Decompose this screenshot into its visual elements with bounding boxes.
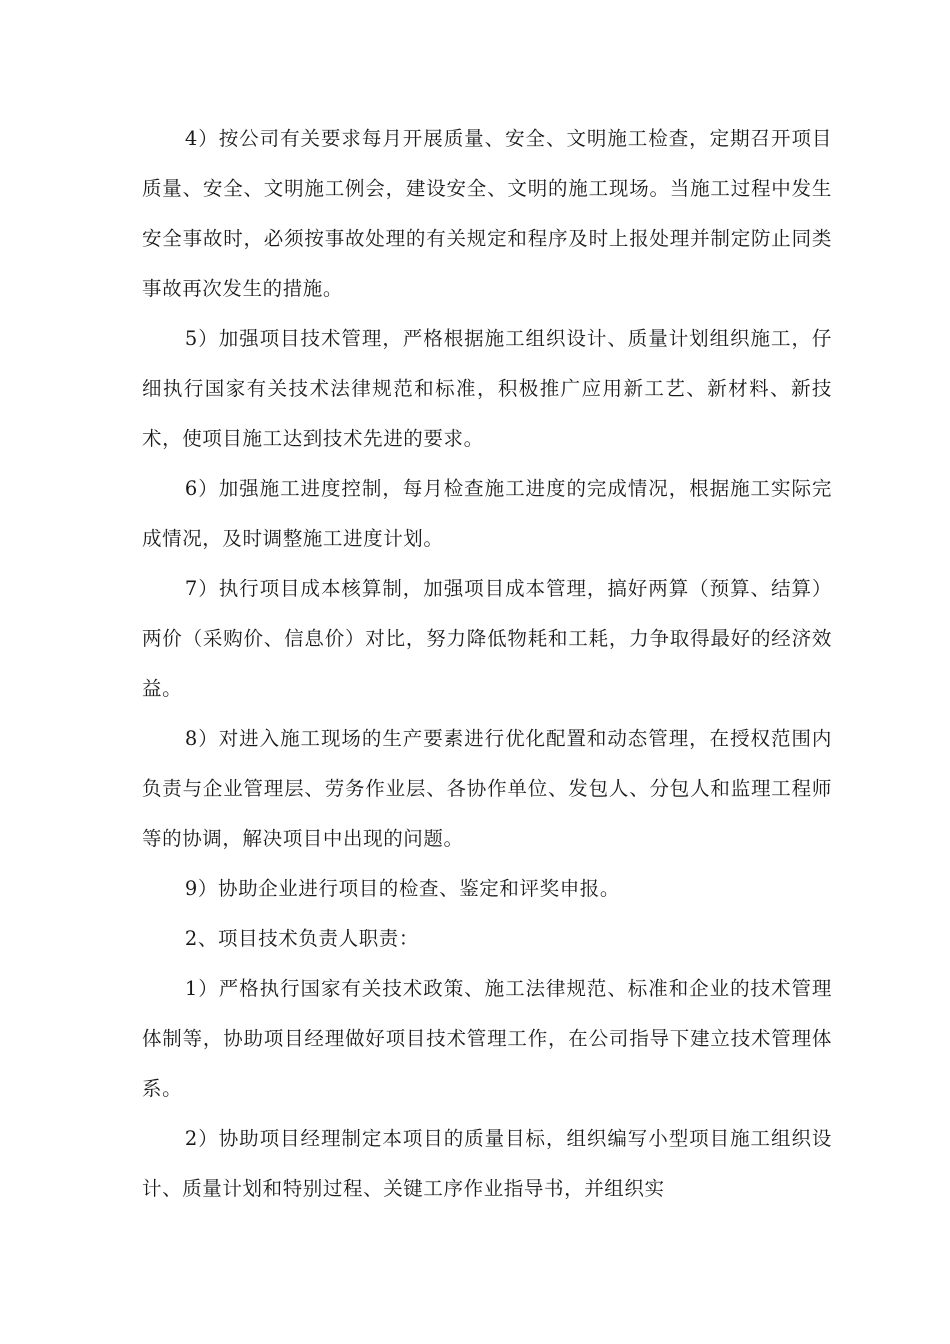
document-body [142,114,832,1214]
paragraph-item-4: 4）按公司有关要求每月开展质量、安全、文明施工检查，定期召开项目质量、安全、文明施工例会，建设安全、文明的施工现场。当施工过程中发生安全事故时，必须按事故处理的有关规定和程序及时上报处理并制定防止同类事故再次发生的措施。 [142,127,832,300]
paragraph-item-5: 5）加强项目技术管理，严格根据施工组织设计、质量计划组织施工，仔细执行国家有关技术法律规范和标准，积极推广应用新工艺、新材料、新技术，使项目施工达到技术先进的要求。 [142,327,832,450]
paragraph-item-9: 9）协助企业进行项目的检查、鉴定和评奖申报。 [184,877,620,900]
paragraph-item-tech-1: 1）严格执行国家有关技术政策、施工法律规范、标准和企业的技术管理体制等，协助项目经理做好项目技术管理工作，在公司指导下建立技术管理体系。 [142,977,832,1100]
paragraph-item-8: 8）对进入施工现场的生产要素进行优化配置和动态管理，在授权范围内负责与企业管理层、劳务作业层、各协作单位、发包人、分包人和监理工程师等的协调，解决项目中出现的问题。 [142,727,832,850]
paragraph-item-tech-2: 2）协助项目经理制定本项目的质量目标，组织编写小型项目施工组织设计、质量计划和特别过程、关键工序作业指导书，并组织实 [142,1127,832,1200]
paragraph-item-7: 7）执行项目成本核算制，加强项目成本管理，搞好两算（预算、结算）两价（采购价、信息价）对比，努力降低物耗和工耗，力争取得最好的经济效益。 [142,577,832,700]
paragraph-item-6: 6）加强施工进度控制，每月检查施工进度的完成情况，根据施工实际完成情况，及时调整施工进度计划。 [142,477,832,550]
section-heading-tech-lead: 2、项目技术负责人职责： [184,927,419,950]
